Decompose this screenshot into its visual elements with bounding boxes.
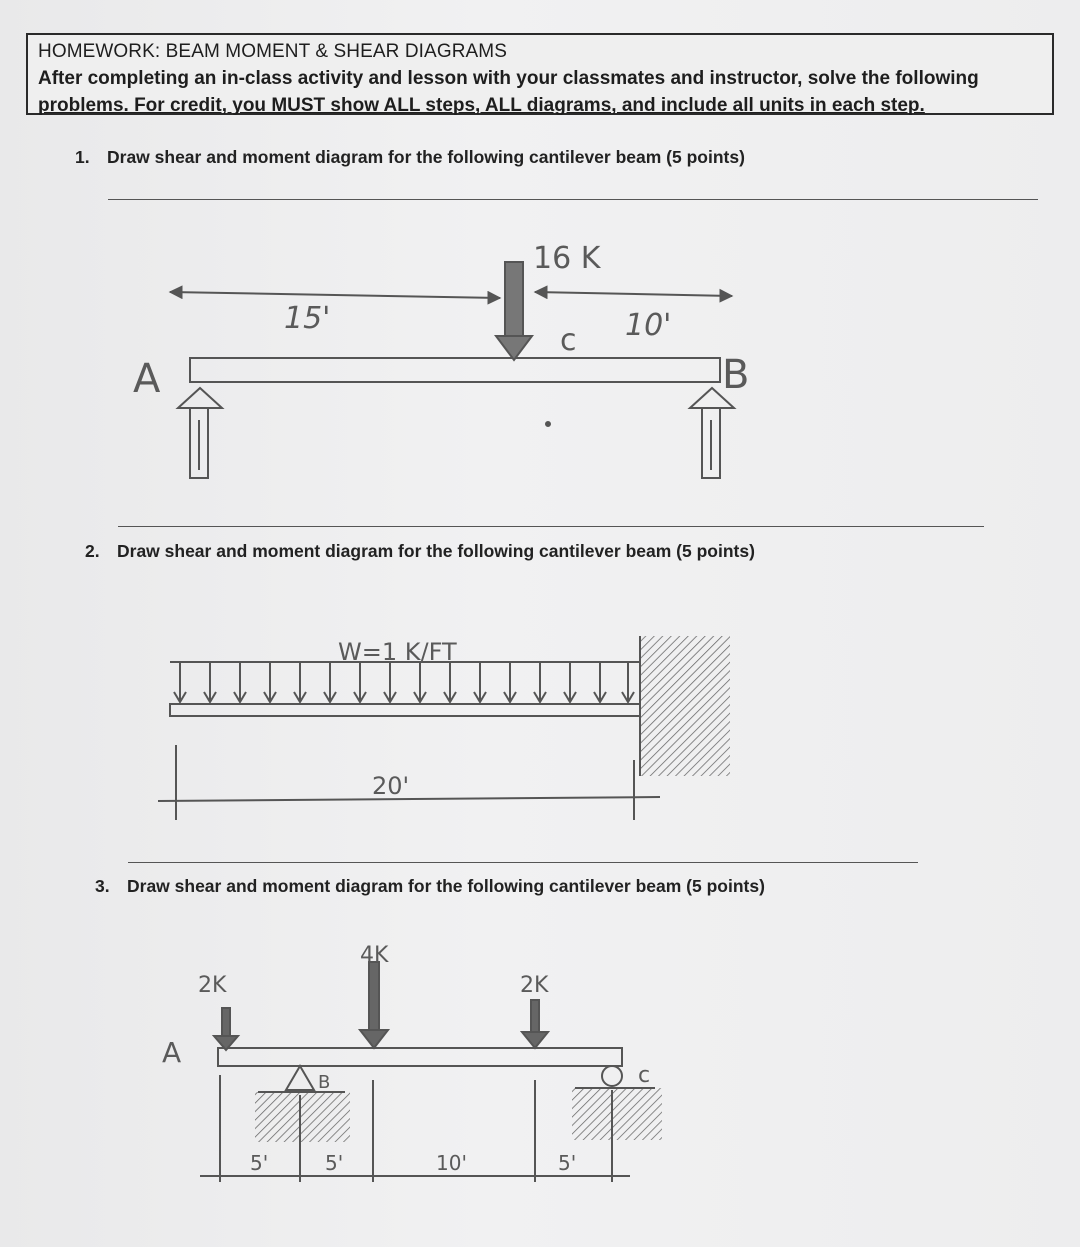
load-right-label: 2K: [520, 973, 549, 998]
point-a-label: A: [162, 1036, 182, 1069]
beam-1: [190, 358, 720, 382]
problem-3-diagram: [200, 962, 662, 1182]
beam-3: [218, 1048, 622, 1066]
dim-5-first: 5': [250, 1151, 269, 1175]
span-15-label: 15': [284, 301, 331, 336]
load-4k-arrow-icon: [360, 1030, 388, 1048]
span-10-dimension: [535, 292, 732, 296]
load-16k-arrow-icon: [496, 336, 532, 360]
dim-10: 10': [436, 1151, 467, 1175]
roller-support-c-icon: [602, 1066, 622, 1086]
problem-2-text: Draw shear and moment diagram for the following cantilever beam (5 points): [117, 541, 755, 561]
problem-3-number: 3.: [95, 876, 110, 896]
problem-1-number: 1.: [75, 147, 90, 167]
dim-5-second: 5': [325, 1151, 344, 1175]
fixed-wall: [640, 636, 730, 776]
load-right-shaft: [531, 1000, 539, 1034]
ground-c: [572, 1088, 662, 1140]
problem-1-diagram: [170, 262, 734, 478]
point-c-label: c: [560, 323, 577, 358]
header-title: HOMEWORK: BEAM MOMENT & SHEAR DIAGRAMS: [38, 41, 507, 62]
load-4k-shaft: [369, 962, 379, 1030]
support-a-label: A: [133, 356, 161, 402]
support-a-arrow-icon: [178, 388, 222, 408]
point-b-label: B: [318, 1072, 331, 1093]
span-15-dimension: [170, 292, 500, 298]
load-right-arrow-icon: [522, 1032, 548, 1048]
load-16k-label: 16 K: [533, 241, 601, 276]
beam-2: [170, 704, 640, 716]
distributed-load-label: W=1 K/FT: [338, 638, 457, 666]
support-b-label: B: [722, 352, 750, 398]
point-c-label-3: c: [638, 1063, 651, 1088]
load-16k-shaft: [505, 262, 523, 340]
header-instructions-line2: problems. For credit, you MUST show ALL steps, ALL diagrams, and include all units in each step.: [38, 95, 925, 116]
problem-2-number: 2.: [85, 541, 100, 561]
pin-support-b-icon: [286, 1066, 314, 1090]
span-10-label: 10': [625, 308, 672, 343]
distributed-load-arrows: [174, 662, 634, 702]
problem-3-text: Draw shear and moment diagram for the following cantilever beam (5 points): [127, 876, 765, 896]
load-a-label: 2K: [198, 973, 227, 998]
span-20-label: 20': [372, 772, 410, 800]
problem-1-text: Draw shear and moment diagram for the following cantilever beam (5 points): [107, 147, 745, 167]
header-instructions-line1: After completing an in-class activity and lesson with your classmates and instructor, solve the following: [38, 68, 979, 89]
dim-5-third: 5': [558, 1151, 577, 1175]
ground-b: [255, 1092, 350, 1142]
load-4k-label: 4K: [360, 943, 389, 968]
load-a-shaft: [222, 1008, 230, 1038]
